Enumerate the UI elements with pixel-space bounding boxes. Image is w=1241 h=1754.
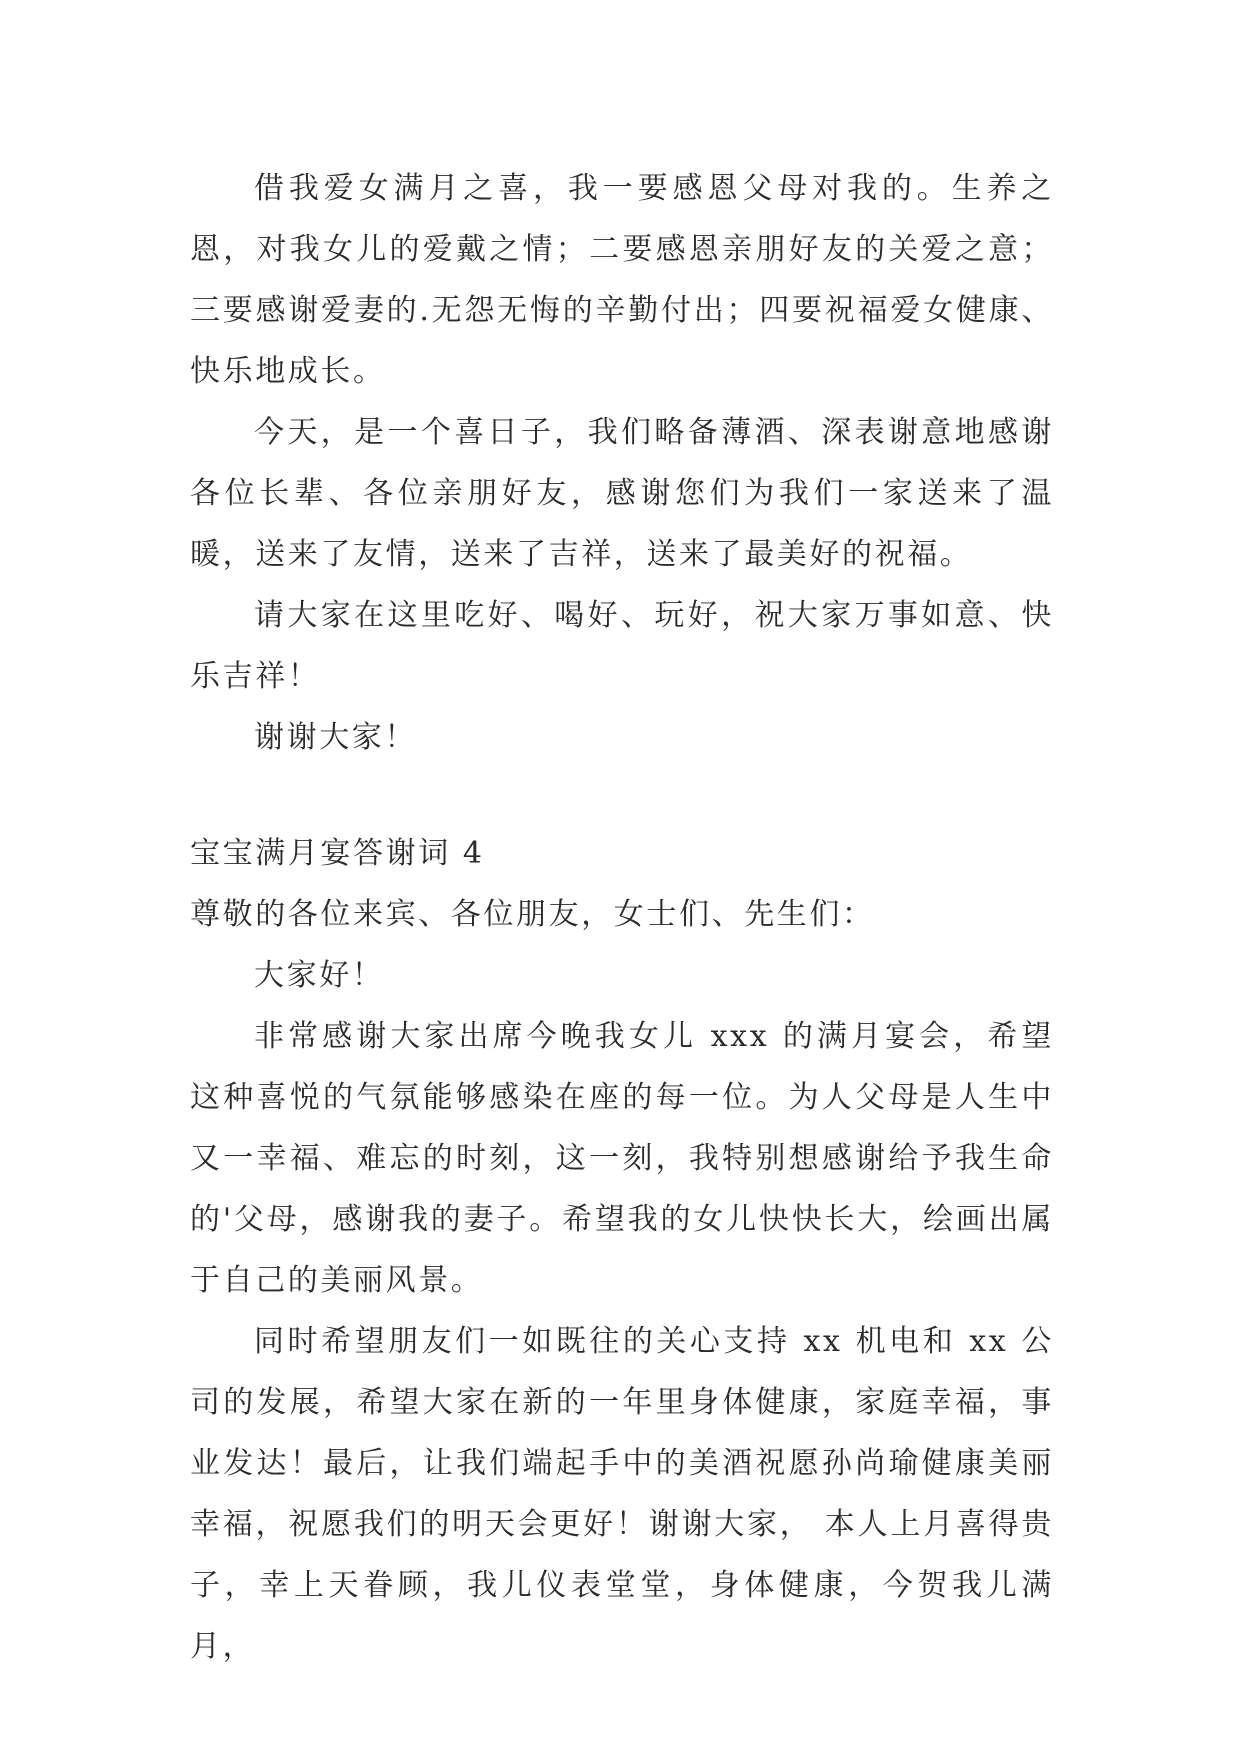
paragraph: 非常感谢大家出席今晚我女儿 xxx 的满月宴会，希望这种喜悦的气氛能够感染在座的每一位。为人父母是人生中又一幸福、难忘的时刻，这一刻，我特别想感谢给予我生命的'父母，感谢我的妻子。希望我的女儿快快长大，绘画出属于自己的美丽风景。 (190, 1019, 1054, 1298)
closing-thanks: 谢谢大家！ (254, 720, 417, 755)
paragraph: 借我爱女满月之喜，我一要感恩父母对我的。生养之恩，对我女儿的爱戴之情；二要感恩亲朋好友的关爱之意；三要感谢爱妻的.无怨无悔的辛勤付出；四要祝福爱女健康、快乐地成长。 (190, 171, 1054, 389)
paragraph: 同时希望朋友们一如既往的关心支持 xx 机电和 xx 公司的发展，希望大家在新的一年里身体健康，家庭幸福，事业发达！最后，让我们端起手中的美酒祝愿孙尚瑜健康美丽幸福，祝愿我们的明天会更好！谢谢大家， 本人上月喜得贵子，幸上天眷顾，我儿仪表堂堂，身体健康，今贺我儿满月， (190, 1324, 1054, 1664)
greeting: 大家好！ (254, 958, 385, 993)
paragraph: 今天，是一个喜日子，我们略备薄酒、深表谢意地感谢各位长辈、各位亲朋好友，感谢您们为我们一家送来了温暖，送来了友情，送来了吉祥，送来了最美好的祝福。 (190, 415, 1054, 572)
section-divider-space (190, 768, 1054, 823)
salutation: 尊敬的各位来宾、各位朋友，女士们、先生们： (190, 897, 875, 932)
section-title: 宝宝满月宴答谢词 4 (190, 836, 485, 871)
document-body (190, 158, 1054, 1677)
paragraph: 请大家在这里吃好、喝好、玩好，祝大家万事如意、快乐吉祥！ (190, 598, 1054, 694)
